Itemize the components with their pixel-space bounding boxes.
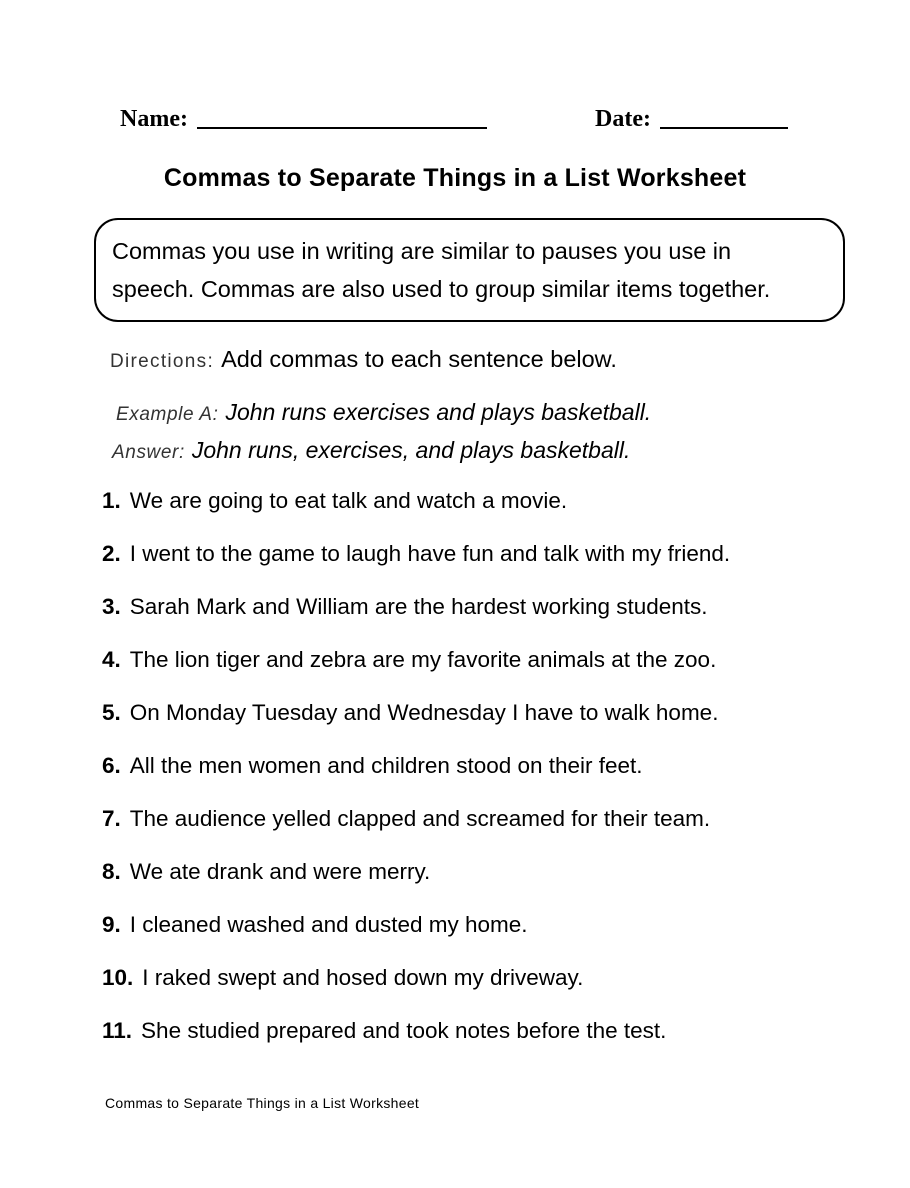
sentence-item-6 (102, 751, 870, 804)
sentence-item-1 (102, 486, 870, 539)
header-row (120, 100, 788, 133)
name-label: Name: (120, 106, 188, 132)
sentence-text: I cleaned washed and dusted my home. (129, 912, 528, 937)
sentence-text: We are going to eat talk and watch a movie. (129, 488, 568, 513)
sentence-item-2 (102, 539, 870, 592)
sentence-item-5 (102, 698, 870, 751)
date-blank-line (660, 103, 788, 129)
name-blank-line (197, 103, 487, 129)
date-label: Date: (595, 106, 651, 132)
sentence-number: 5. (102, 700, 121, 725)
example-row (116, 399, 651, 426)
sentence-number: 11. (102, 1018, 133, 1043)
sentence-number: 2. (102, 541, 121, 566)
intro-box (94, 218, 845, 322)
directions-row (110, 346, 617, 373)
example-text: John runs exercises and plays basketball. (225, 399, 652, 425)
sentence-text: I raked swept and hosed down my driveway. (142, 965, 584, 990)
sentence-number: 1. (102, 488, 121, 513)
sentence-item-10 (102, 963, 870, 1016)
sentence-text: All the men women and children stood on their feet. (129, 753, 643, 778)
answer-text: John runs, exercises, and plays basketball. (191, 437, 631, 463)
sentence-text: We ate drank and were merry. (129, 859, 431, 884)
sentence-number: 3. (102, 594, 121, 619)
sentence-item-3 (102, 592, 870, 645)
sentence-number: 4. (102, 647, 121, 672)
sentence-item-4 (102, 645, 870, 698)
sentence-number: 8. (102, 859, 121, 884)
directions-label: Directions: (110, 351, 215, 372)
intro-line-2: speech. Commas are also used to group similar items together. (112, 276, 771, 302)
sentence-text: Sarah Mark and William are the hardest working students. (129, 594, 708, 619)
sentence-number: 9. (102, 912, 121, 937)
sentence-text: On Monday Tuesday and Wednesday I have to walk home. (129, 700, 719, 725)
example-label: Example A: (116, 404, 219, 425)
sentence-number: 6. (102, 753, 121, 778)
sentence-text: I went to the game to laugh have fun and talk with my friend. (129, 541, 731, 566)
footer-title: Commas to Separate Things in a List Worksheet (105, 1095, 420, 1111)
date-field-group (595, 100, 788, 133)
answer-label: Answer: (112, 442, 185, 463)
sentence-item-7 (102, 804, 870, 857)
sentence-text: She studied prepared and took notes before the test. (141, 1018, 667, 1043)
sentence-number: 10. (102, 965, 134, 990)
sentence-item-11 (102, 1016, 870, 1069)
directions-text: Add commas to each sentence below. (221, 346, 617, 372)
sentence-text: The lion tiger and zebra are my favorite animals at the zoo. (129, 647, 717, 672)
sentence-item-9 (102, 910, 870, 963)
sentence-text: The audience yelled clapped and screamed for their team. (129, 806, 711, 831)
sentence-list (102, 486, 870, 1069)
page-title: Commas to Separate Things in a List Worksheet (163, 164, 747, 192)
intro-line-1: Commas you use in writing are similar to pauses you use in (112, 238, 732, 264)
sentence-number: 7. (102, 806, 121, 831)
name-field-group (120, 100, 487, 133)
sentence-item-8 (102, 857, 870, 910)
answer-row (112, 437, 630, 464)
